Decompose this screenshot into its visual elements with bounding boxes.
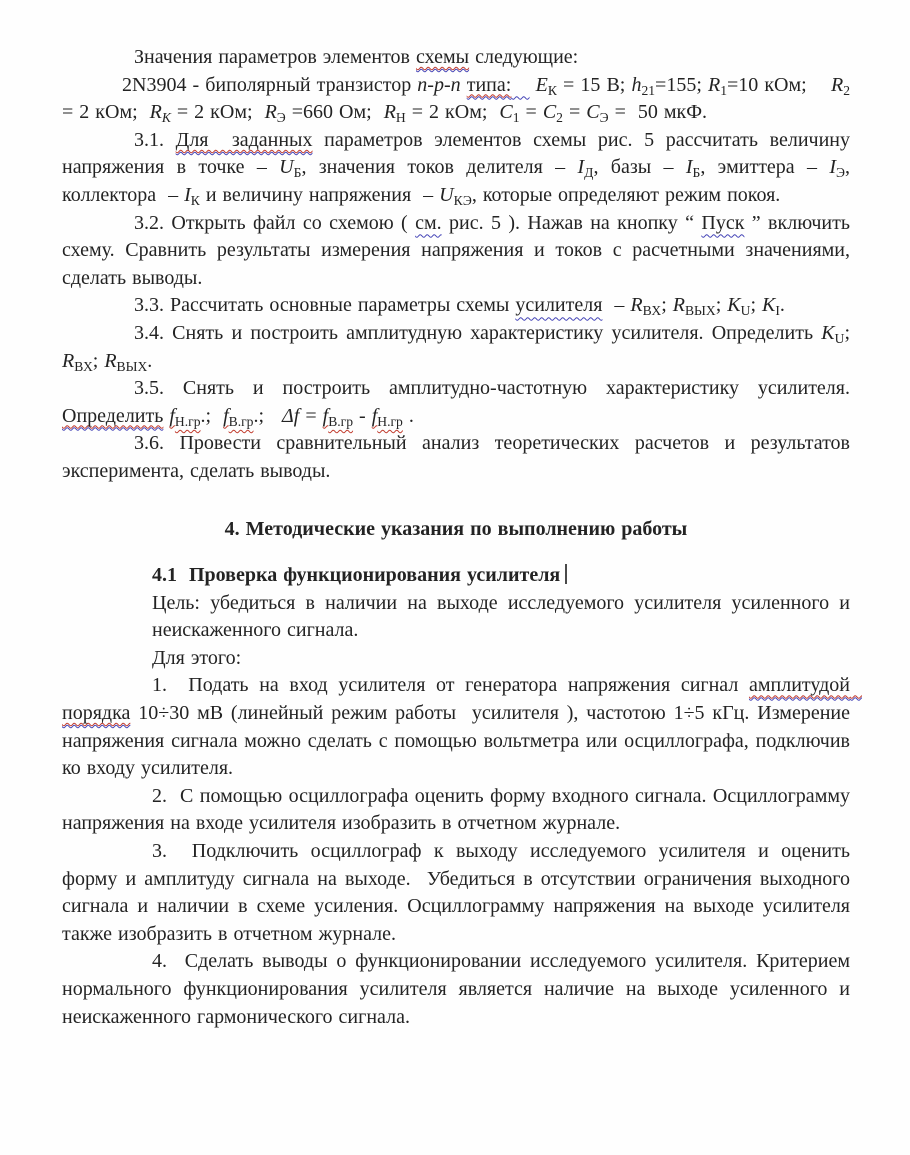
- text-run: K: [727, 294, 741, 317]
- paragraph-goal: [152, 590, 856, 645]
- text-run: h: [631, 73, 642, 96]
- spellcheck-grammar-underlined-text: [416, 46, 469, 68]
- text-run: параметров элементов схемы рис. 5 рассчитать величину напряжения в точке –: [62, 128, 857, 179]
- text-run: U: [834, 331, 845, 347]
- spellcheck-underlined-text: Н.гр: [174, 413, 201, 429]
- text-run: .;: [200, 404, 224, 427]
- text-run: 4.1 Проверка функционирования усилителя: [152, 564, 561, 587]
- text-run: U: [439, 183, 454, 206]
- text-run: К: [190, 193, 200, 209]
- text-run: Для этого:: [152, 646, 242, 669]
- text-run: C: [499, 101, 513, 124]
- spellcheck-underlined-text: f: [322, 404, 329, 427]
- text-run: схемы: [416, 46, 470, 68]
- text-run: =660 Ом;: [285, 101, 384, 124]
- text-run: Для заданных: [175, 128, 313, 151]
- text-run: 3. Подключить осциллограф к выходу исследуемого усилителя и оценить форму и амплитуду сигнала на выходе. Убедиться в отсутствии ограничения выходного сигнала и наличии в схеме усиления. Осциллограмму напряжения на выходе усилителя также изобразить в отчетном журнале.: [62, 840, 856, 945]
- text-run: 3.4. Снять и построить амплитудную характеристику усилителя. Определить: [134, 321, 822, 344]
- text-run: Б: [692, 165, 701, 181]
- paragraph-step-1: [62, 672, 862, 782]
- text-cursor: [565, 564, 567, 584]
- text-run: Н: [395, 110, 406, 126]
- text-run: Цель: убедиться в наличии на выходе исследуемого усилителя усиленного и неискаженного сигнала.: [152, 591, 856, 642]
- text-run: 3.6. Провести сравнительный анализ теоретических расчетов и результатов эксперимента, сделать выводы.: [62, 432, 856, 482]
- text-run: , эмиттера –: [700, 156, 830, 179]
- text-run: R: [672, 294, 685, 317]
- paragraph-step-2: [62, 783, 856, 838]
- text-run: рис. 5 ). Нажав на кнопку “: [441, 211, 702, 234]
- text-run: .: [147, 349, 153, 372]
- text-run: 2N3904 - биполярный транзистор: [122, 73, 418, 96]
- spellcheck-underlined-text: f: [371, 404, 378, 427]
- text-run: ВХ: [642, 303, 662, 319]
- text-run: и величину напряжения –: [199, 183, 440, 206]
- text-run: = 2 кОм;: [405, 101, 500, 124]
- text-run: ;: [92, 349, 105, 372]
- paragraph-intro: [62, 44, 850, 72]
- text-run: = 50 мкФ.: [608, 101, 708, 124]
- text-run: ;: [661, 294, 673, 317]
- text-run: = 2 кОм;: [170, 101, 265, 124]
- text-run: R: [630, 294, 643, 317]
- text-run: Δf: [282, 404, 300, 427]
- text-run: .;: [253, 404, 283, 427]
- text-run: =: [299, 404, 323, 427]
- paragraph-3-2: [62, 210, 856, 293]
- text-run: =: [562, 101, 587, 124]
- grammar-underlined-text: [511, 74, 529, 96]
- text-run: типа:: [466, 73, 512, 96]
- text-run: , коллектора –: [62, 156, 857, 206]
- text-run: Д: [584, 165, 594, 181]
- text-run: C: [586, 101, 600, 124]
- text-run: I: [685, 156, 693, 179]
- text-run: = 2 кОм;: [62, 73, 857, 124]
- text-run: 4. Методические указания по выполнению работы: [224, 517, 688, 540]
- text-run: 1. Подать на вход усилителя от генератора напряжения сигнал: [152, 674, 749, 697]
- text-run: , базы –: [593, 156, 686, 179]
- text-run: Значения параметров элементов: [134, 46, 416, 68]
- text-run: -: [353, 404, 372, 427]
- text-run: 3.3. Рассчитать основные параметры схемы: [134, 294, 516, 317]
- text-run: 2. С помощью осциллографа оценить форму входного сигнала. Осциллограмму напряжения на входе усилителя изобразить в отчетном журнале.: [62, 784, 856, 835]
- text-run: 2: [843, 82, 851, 98]
- text-run: R: [831, 73, 844, 96]
- text-run: 3.2. Открыть файл со схемою (: [134, 211, 416, 234]
- text-run: R: [383, 101, 396, 124]
- paragraph-step-3: [62, 838, 856, 948]
- text-run: U: [279, 156, 294, 179]
- text-run: ВЫХ: [116, 358, 148, 374]
- text-run: U: [740, 303, 751, 319]
- spellcheck-underlined-text: f: [169, 404, 175, 427]
- text-run: E: [535, 73, 548, 96]
- text-run: К: [161, 110, 171, 126]
- text-run: ;: [715, 294, 728, 317]
- text-run: 21: [641, 82, 656, 98]
- text-run: =155;: [655, 73, 708, 96]
- section-4-heading: [62, 516, 850, 544]
- text-run: ;: [844, 321, 856, 344]
- text-run: К: [547, 82, 557, 98]
- paragraph-3-1: [62, 127, 857, 210]
- text-run: .: [402, 404, 414, 427]
- text-run: ВЫХ: [684, 303, 716, 319]
- text-run: R: [149, 101, 162, 124]
- text-run: ” включить схему. Сравнить результаты измерения напряжения и токов с расчетными значениями, сделать выводы.: [62, 211, 856, 289]
- text-run: R: [62, 349, 75, 372]
- text-run: =: [519, 101, 543, 124]
- paragraph-component-values: [62, 72, 857, 127]
- text-run: 2: [556, 110, 563, 126]
- text-run: Определить: [62, 404, 164, 427]
- spellcheck-underlined-text: В.гр: [228, 413, 254, 429]
- text-run: Э: [599, 110, 609, 126]
- text-run: =10 кОм;: [726, 73, 832, 96]
- paragraph-step-4: [62, 948, 856, 1031]
- paragraph-3-3: [62, 292, 850, 320]
- spellcheck-grammar-underlined-text: [176, 129, 313, 151]
- grammar-underlined-text: усилителя: [515, 294, 603, 317]
- grammar-underlined-text: см.: [415, 211, 442, 234]
- paragraph-for-this: [152, 645, 850, 673]
- text-run: ВХ: [74, 358, 93, 374]
- text-run: R: [104, 349, 117, 372]
- spellcheck-underlined-text: В.гр: [328, 413, 354, 429]
- text-run: Б: [293, 165, 302, 181]
- text-run: , которые определяют режим покоя.: [471, 183, 781, 206]
- text-run: 1: [720, 82, 727, 98]
- text-run: , значения токов делителя –: [301, 156, 578, 179]
- paragraph-3-5: [62, 375, 856, 430]
- text-run: 3.1.: [134, 128, 176, 151]
- text-run: 10÷30 мВ (линейный режим работы усилителя ), частотою 1÷5 кГц. Измерение напряжения сигнала можно сделать с помощью вольтметра или осциллографа, подключив ко входу усилителя.: [62, 702, 856, 780]
- text-run: 1: [512, 110, 520, 126]
- paragraph-3-4: [62, 320, 856, 375]
- section-4-1-heading: [152, 562, 850, 590]
- text-run: Э: [276, 110, 286, 126]
- spellcheck-grammar-underlined-text: [62, 405, 163, 427]
- text-run: I: [829, 156, 837, 179]
- text-run: 3.5. Снять и построить амплитудно-частотную характеристику усилителя.: [134, 377, 856, 400]
- text-run: .: [779, 294, 785, 317]
- text-run: R: [707, 73, 721, 96]
- text-run: КЭ: [453, 193, 472, 209]
- paragraph-3-6: [62, 430, 856, 485]
- text-run: I: [184, 183, 191, 206]
- text-run: I: [775, 303, 780, 319]
- text-run: = 15 В;: [556, 73, 632, 96]
- text-run: R: [264, 101, 277, 124]
- text-run: следующие:: [469, 46, 579, 68]
- text-run: C: [542, 101, 557, 124]
- text-run: K: [762, 294, 776, 317]
- text-run: n-p-n: [417, 73, 461, 96]
- grammar-underlined-text: Пуск: [701, 211, 745, 234]
- text-run: K: [821, 321, 835, 344]
- spellcheck-grammar-underlined-text: [467, 74, 512, 96]
- spellcheck-underlined-text: f: [223, 404, 229, 427]
- spellcheck-underlined-text: Н.гр: [377, 413, 403, 429]
- text-run: –: [602, 294, 631, 317]
- text-run: амплитудой порядка: [62, 674, 862, 725]
- text-run: ;: [750, 294, 763, 317]
- text-run: 4. Сделать выводы о функционировании исследуемого усилителя. Критерием нормального функционирования усилителя является наличие на выходе усиленного и неискаженного гармонического сигнала.: [62, 950, 856, 1028]
- text-run: Э: [836, 165, 846, 181]
- text-run: I: [577, 156, 585, 179]
